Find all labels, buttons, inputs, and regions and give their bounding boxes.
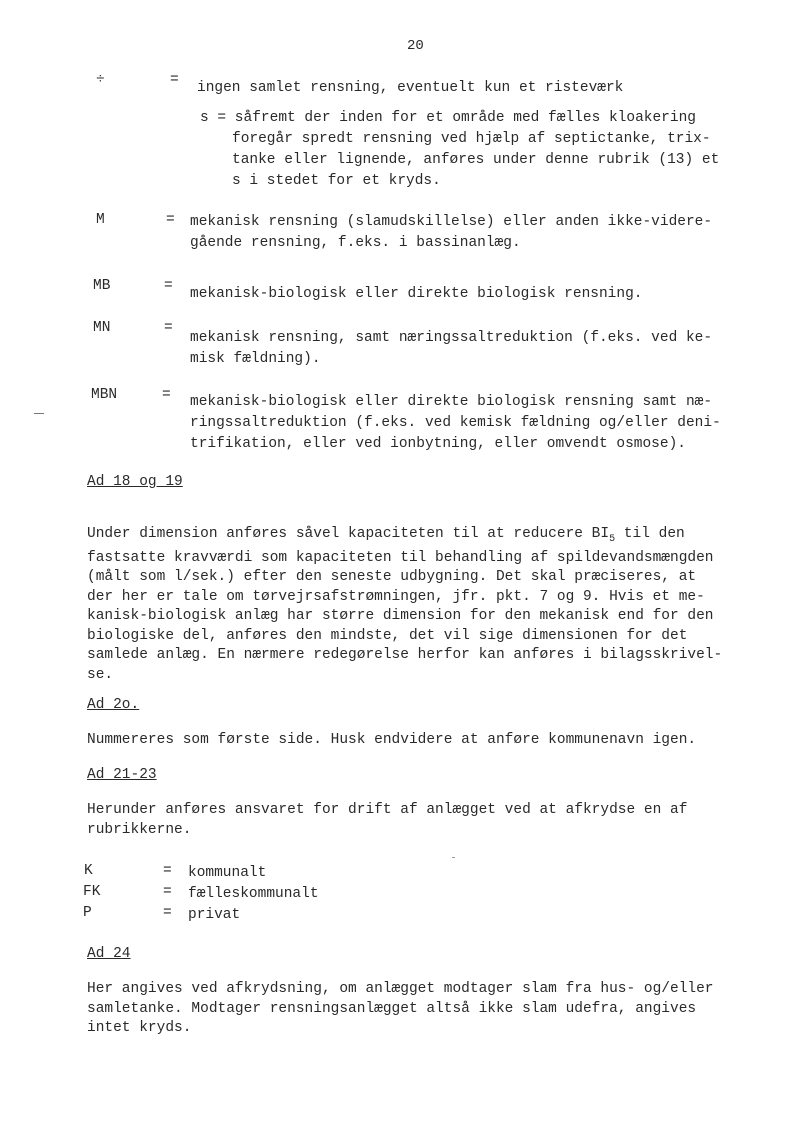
definition-text: mekanisk-biologisk eller direkte biologisk rensning. (190, 286, 643, 302)
section-heading-ad-24: Ad 24 (87, 946, 131, 962)
definition-code: MB (93, 278, 111, 294)
section-body-ad-24: Her angives ved afkrydsning, om anlægget modtager slam fra hus- og/eller samletanke. Modtager rensningsanlægget altså ikke slam udefra, angives intet kryds. (87, 981, 714, 1036)
definition-text: mekanisk-biologisk eller direkte biologisk rensning samt næ- ringssaltreduktion (f.eks. ved kemisk fældning og/eller deni- trifikation, eller ved ionbytning, eller omvendt osmose). (190, 394, 721, 452)
definition-code: M (96, 212, 105, 228)
line-text-end: til den (615, 525, 685, 542)
responsibility-code: P (83, 905, 92, 921)
responsibility-equals: = (163, 884, 172, 900)
section-heading-ad-20: Ad 2o. (87, 697, 140, 713)
sub-note-text: s = såfremt der inden for et område med fælles kloakering foregår spredt rensning ved hjælp af septictanke, trix- tanke eller lignende, anføres under denne rubrik (13) et s i stedet for et kryds. (200, 110, 720, 189)
definition-text: mekanisk rensning, samt næringssaltreduktion (f.eks. ved ke- misk fældning). (190, 330, 713, 367)
section-body-ad-21-23: Herunder anføres ansvaret for drift af anlægget ved at afkrydse en af rubrikkerne. (87, 802, 688, 838)
definition-code: MBN (91, 387, 118, 403)
responsibility-text: kommunalt (188, 865, 267, 881)
smudge-mark (452, 857, 455, 858)
definition-equals: = (166, 212, 175, 228)
page-number: 20 (407, 38, 424, 54)
sub-note (200, 108, 740, 192)
responsibility-code: FK (83, 884, 101, 900)
responsibility-text: privat (188, 907, 241, 923)
section-heading-ad-18-19: Ad 18 og 19 (87, 474, 183, 490)
section-heading-ad-21-23: Ad 21-23 (87, 767, 157, 783)
responsibility-equals: = (163, 863, 172, 879)
definition-text: ingen samlet rensning, eventuelt kun et risteværk (197, 80, 624, 96)
line-text: Under dimension anføres såvel kapaciteten til at reducere BI (87, 525, 610, 542)
definition-text: mekanisk rensning (slamudskillelse) eller anden ikke-videre- gående rensning, f.eks. i bassinanlæg. (190, 214, 713, 251)
paragraph-rest: fastsatte kravværdi som kapaciteten til behandling af spildevandsmængden (målt som l/sek.) efter den seneste udbygning. Det skal præciseres, at der her er tale om tørvejrsafstrømningen, jfr. pkt. 7 og 9. Hvis et me- kanisk-biologisk anlæg har større dimension for den mekanisk end for den biologiske del, anføres den mindste, det vil sige dimensionen for det samlede anlæg. En nærmere redegørelse herfor kan anføres i bilagsskrivel- se. (87, 549, 723, 683)
section-body-ad-18-19 (87, 505, 737, 685)
responsibility-text: fælleskommunalt (188, 886, 319, 902)
paragraph-line-1 (87, 525, 685, 545)
definition-equals: = (164, 278, 173, 294)
definition-equals: = (170, 72, 179, 88)
definition-equals: = (164, 320, 173, 336)
definition-code: ÷ (96, 72, 105, 88)
responsibility-code: K (84, 863, 93, 879)
subscript-5: 5 (609, 533, 616, 545)
definition-equals: = (162, 387, 171, 403)
responsibility-equals: = (163, 905, 172, 921)
margin-mark (34, 413, 44, 414)
definition-code: MN (93, 320, 111, 336)
section-body-ad-20: Nummereres som første side. Husk endvidere at anføre kommunenavn igen. (87, 732, 697, 748)
